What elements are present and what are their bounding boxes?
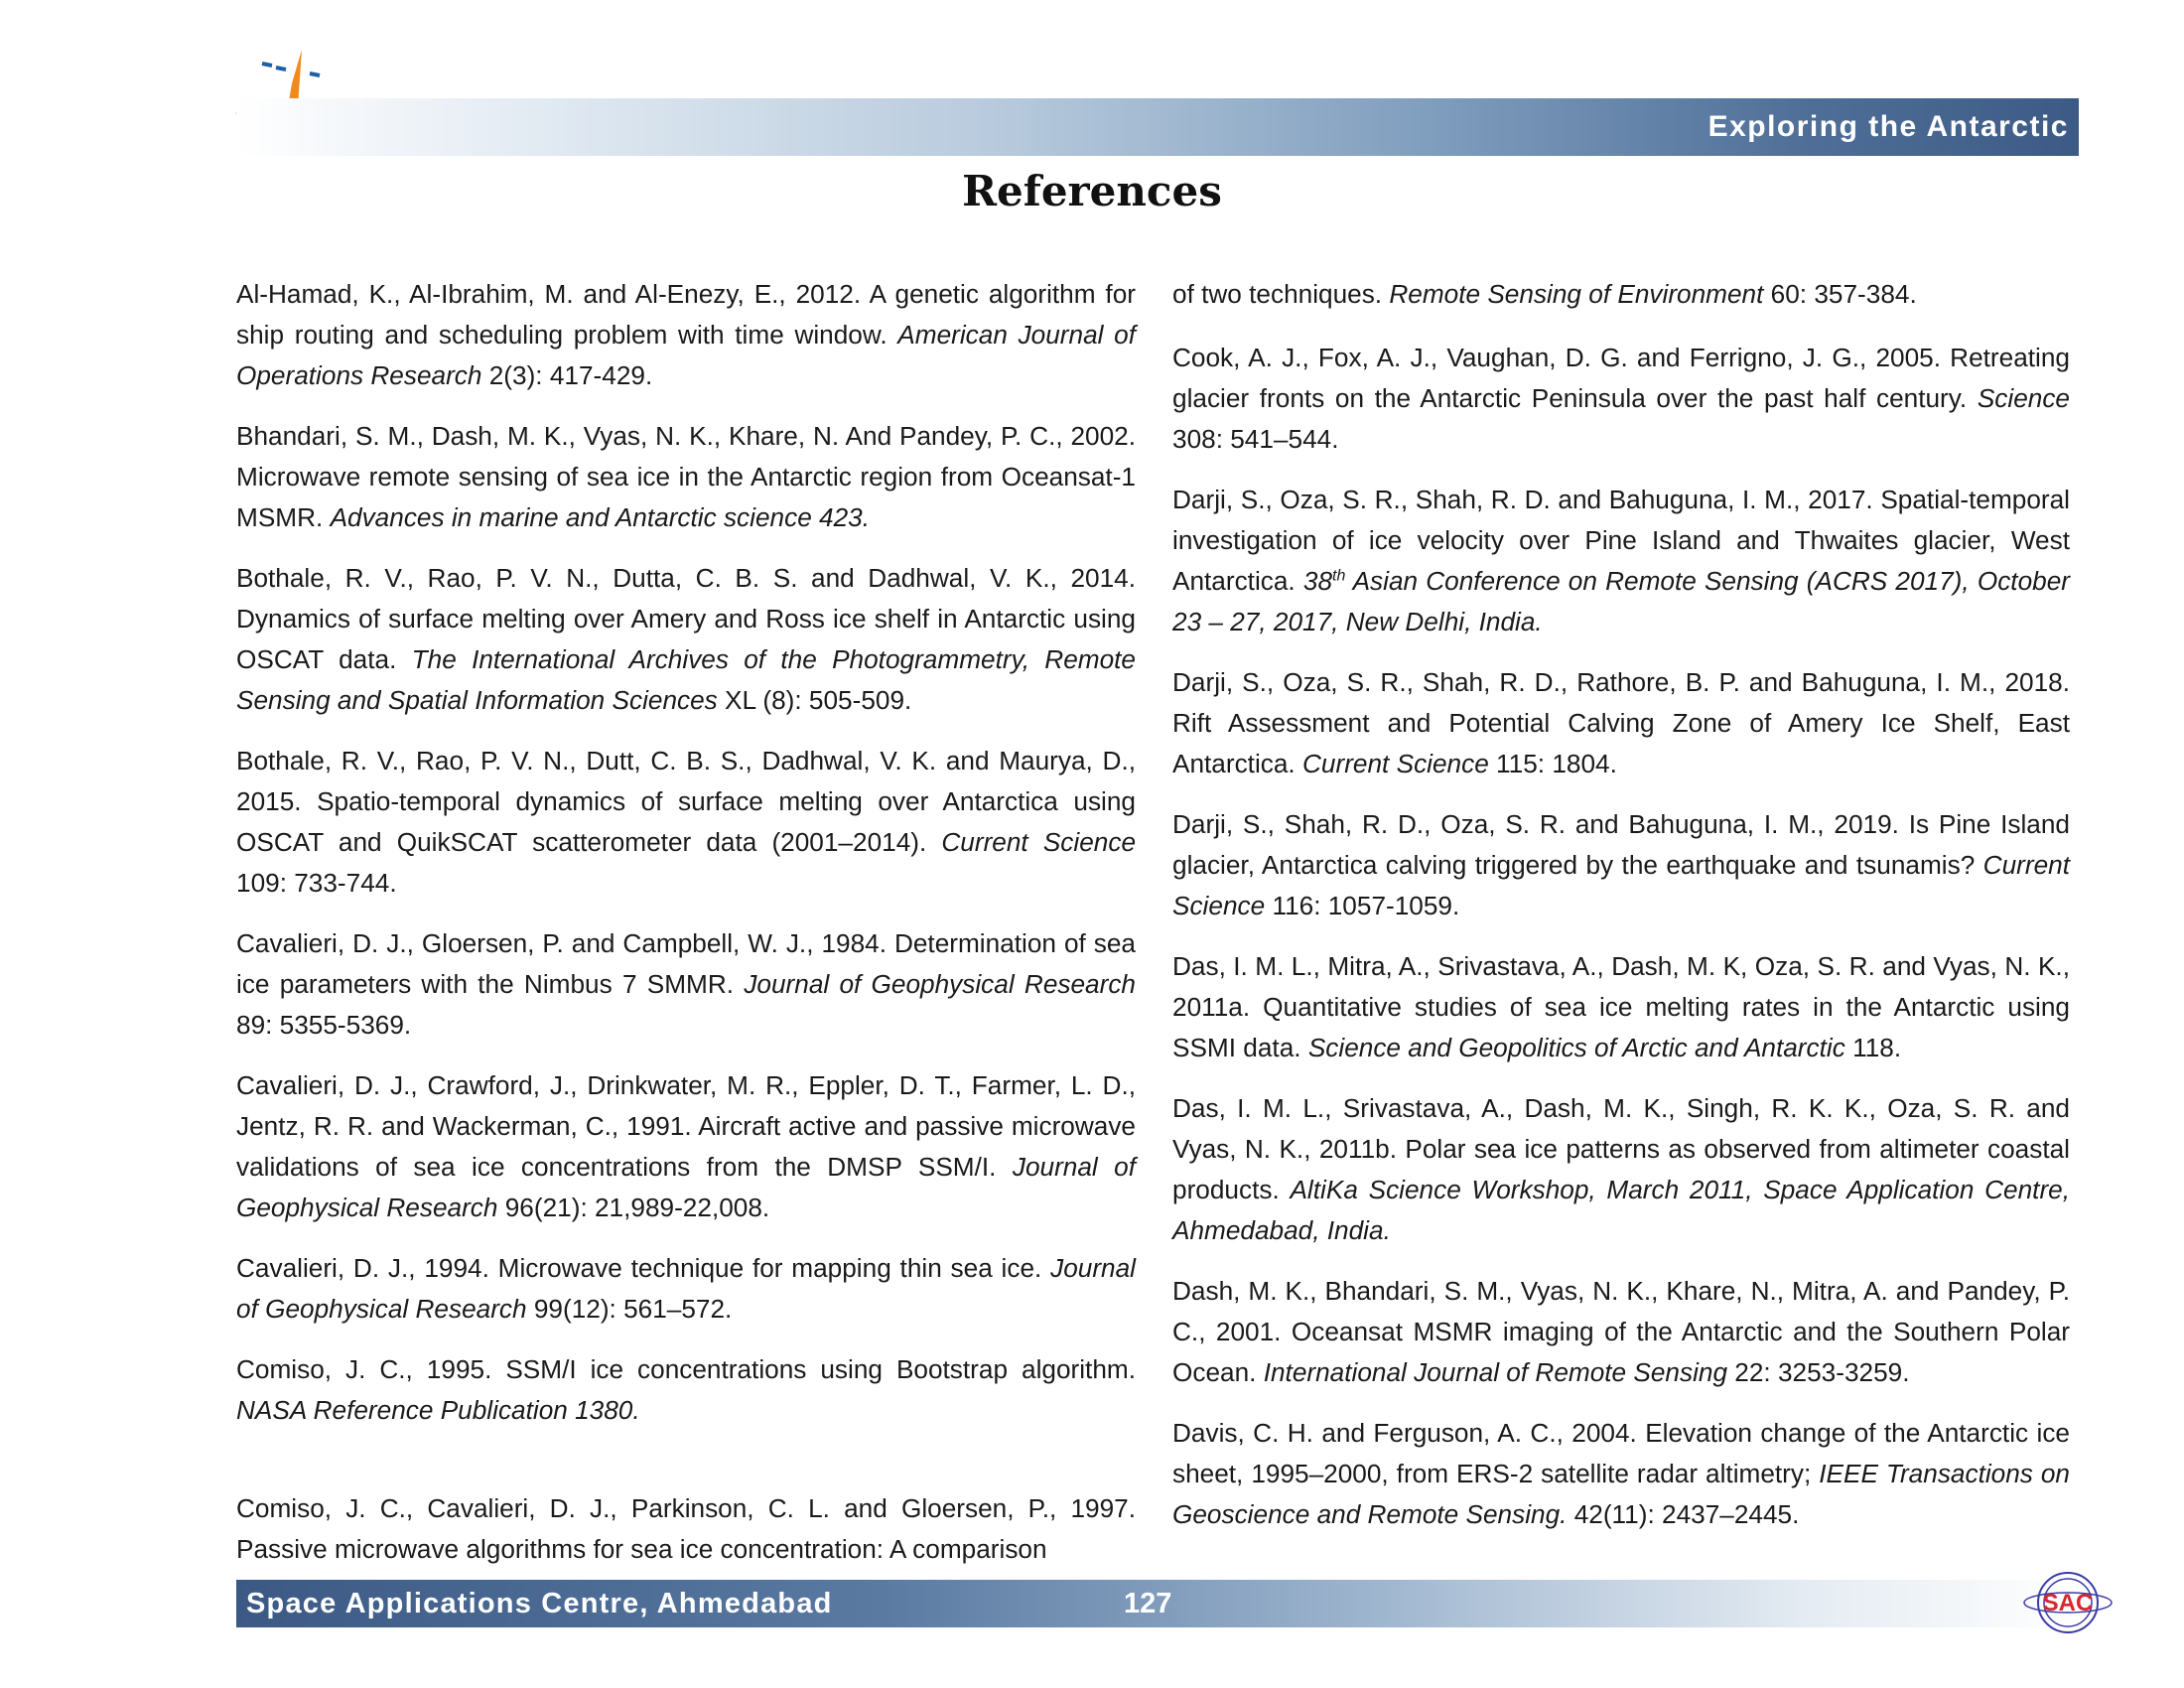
reference-source: Remote Sensing of Environment [1389,279,1764,309]
reference-text: Davis, C. H. and Ferguson, A. C., 2004. Elevation change of the Antarctic ice sheet, 1995–2000, from ERS-2 satellite radar altimetry; [1172,1418,2070,1488]
reference-text: Comiso, J. C., 1995. SSM/I ice concentrations using Bootstrap algorithm. [236,1354,1136,1384]
reference-source: IEEE Transactions on Geoscience and Remote Sensing. [1172,1459,2070,1529]
reference-source: 38 [1302,566,1333,596]
header-band [236,98,2079,156]
reference-text: Al-Hamad, K., Al-Ibrahim, M. and Al-Enezy, E., 2012. A genetic algorithm for ship routing and scheduling problem with time window. [236,279,1136,350]
reference-source: Journal of Geophysical Research [236,1152,1136,1222]
reference-source: AltiKa Science Workshop, March 2011, Space Application Centre, Ahmedabad, India. [1172,1175,2071,1245]
reference-text: Darji, S., Oza, S. R., Shah, R. D., Rathore, B. P. and Bahuguna, I. M., 2018. Rift Assessment and Potential Calving Zone of Amery Ice Shelf, East Antarctica. [1172,667,2070,778]
reference-entry [236,923,1136,1046]
reference-entry [236,1248,1136,1330]
isro-logo-orbit-2 [276,68,286,70]
reference-text: XL (8): 505-509. [717,685,912,715]
references-right-column [1172,274,2070,1555]
reference-text: of two techniques. [1172,279,1390,309]
reference-source: Current Science [1172,850,2070,920]
reference-source: Asian Conference on Remote Sensing (ACRS 2017), October 23 – 27, 2017, New Delhi, India. [1172,566,2070,636]
reference-entry [236,1065,1136,1228]
reference-text: 116: 1057-1059. [1265,891,1460,920]
reference-text: 96(21): 21,989-22,008. [497,1193,770,1222]
reference-source: The International Archives of the Photogrammetry, Remote Sensing and Spatial Information Sciences [236,644,1136,715]
reference-text: Bhandari, S. M., Dash, M. K., Vyas, N. K., Khare, N. And Pandey, P. C., 2002. Microwave remote sensing of sea ice in the Antarctic region from Oceansat-1 MSMR. [236,421,1136,532]
reference-entry [236,274,1136,396]
reference-entry [236,416,1136,538]
sac-logo [2013,1570,2122,1635]
reference-text: 60: 357-384. [1763,279,1917,309]
reference-source: Journal of Geophysical Research [744,969,1136,999]
isro-logo-orbit-1 [262,64,272,66]
reference-text: Cavalieri, D. J., Gloersen, P. and Campbell, W. J., 1984. Determination of sea ice parameters with the Nimbus 7 SMMR. [236,928,1136,999]
reference-text: 89: 5355-5369. [236,1010,412,1040]
reference-text: Cavalieri, D. J., 1994. Microwave technique for mapping thin sea ice. [236,1253,1051,1283]
reference-source: American Journal of Operations Research [236,320,1136,390]
reference-text: 118. [1844,1033,1902,1062]
references-left-column [236,274,1136,1590]
reference-text: Das, I. M. L., Mitra, A., Srivastava, A., Dash, M. K, Oza, S. R. and Vyas, N. K., 2011a. Quantitative studies of sea ice melting rates in the Antarctic using SSMI data. [1172,951,2070,1062]
reference-entry [236,1349,1136,1431]
page-number: 127 [1124,1588,1172,1619]
reference-source: Science and Geopolitics of Arctic and Antarctic [1307,1033,1845,1062]
footer-organization: Space Applications Centre, Ahmedabad [246,1588,833,1619]
reference-text: 42(11): 2437–2445. [1567,1499,1800,1529]
reference-entry [1172,1271,2070,1393]
reference-text: 22: 3253-3259. [1727,1357,1910,1387]
reference-text: 2(3): 417-429. [481,360,653,390]
reference-text: Darji, S., Shah, R. D., Oza, S. R. and Bahuguna, I. M., 2019. Is Pine Island glacier, Antarctica calving triggered by the earthquake and tsunamis? [1172,809,2070,880]
reference-entry [1172,946,2070,1068]
sac-logo-text: SAC [2042,1590,2094,1617]
reference-entry [236,558,1136,721]
reference-text: 99(12): 561–572. [526,1294,733,1324]
reference-text: Cavalieri, D. J., Crawford, J., Drinkwater, M. R., Eppler, D. T., Farmer, L. D., Jentz, R. R. and Wackerman, C., 1991. Aircraft active and passive microwave validations of sea ice concentrations from the DMSP SSM/I. [236,1070,1136,1182]
reference-entry [236,1488,1136,1570]
isro-logo-orbit-3 [310,73,320,75]
reference-source: Journal of Geophysical Research [236,1253,1136,1324]
reference-entry [1172,274,2070,315]
reference-source: NASA Reference Publication 1380. [236,1395,640,1425]
header-title: Exploring the Antarctic [1707,110,2069,143]
reference-source: Advances in marine and Antarctic science 423. [330,502,871,532]
reference-source: International Journal of Remote Sensing [1263,1357,1728,1387]
reference-text: Darji, S., Oza, S. R., Shah, R. D. and Bahuguna, I. M., 2017. Spatial-temporal investigation of ice velocity over Pine Island and Thwaites glacier, West Antarctica. [1172,485,2070,596]
reference-text: 115: 1804. [1488,749,1617,778]
reference-source: Current Science [941,827,1137,857]
reference-entry [1172,804,2070,926]
reference-text: 109: 733-744. [236,868,397,898]
reference-entry [1172,662,2070,784]
reference-entry [1172,1413,2070,1535]
footer-band [236,1580,2079,1627]
reference-text: 308: 541–544. [1172,424,1339,454]
reference-text: Cook, A. J., Fox, A. J., Vaughan, D. G. and Ferrigno, J. G., 2005. Retreating glacier fronts on the Antarctic Peninsula over the past half century. [1172,343,2070,413]
reference-entry [1172,480,2070,642]
reference-text: Das, I. M. L., Srivastava, A., Dash, M. K., Singh, R. K. K., Oza, S. R. and Vyas, N. K., 2011b. Polar sea ice patterns as observed from altimeter coastal products. [1172,1093,2070,1204]
reference-entry [1172,1088,2070,1251]
page-heading: References [962,167,1222,215]
reference-text: Dash, M. K., Bhandari, S. M., Vyas, N. K., Khare, N., Mitra, A. and Pandey, P. C., 2001. Oceansat MSMR imaging of the Antarctic and the Southern Polar Ocean. [1172,1276,2070,1387]
reference-entry [236,741,1136,904]
reference-text: Bothale, R. V., Rao, P. V. N., Dutta, C. B. S. and Dadhwal, V. K., 2014. Dynamics of surface melting over Amery and Ross ice shelf in Antarctic using OSCAT data. [236,563,1136,674]
reference-source: Current Science [1302,749,1489,778]
reference-entry [1172,338,2070,460]
reference-text: Comiso, J. C., Cavalieri, D. J., Parkinson, C. L. and Gloersen, P., 1997. Passive microwave algorithms for sea ice concentration: A comparison [236,1493,1136,1564]
reference-superscript: th [1332,567,1346,585]
reference-text: Bothale, R. V., Rao, P. V. N., Dutt, C. B. S., Dadhwal, V. K. and Maurya, D., 2015. Spatio-temporal dynamics of surface melting over Antarctica using OSCAT and QuikSCAT scatterometer data (2001–2014). [236,746,1136,857]
reference-source: Science [1977,383,2070,413]
